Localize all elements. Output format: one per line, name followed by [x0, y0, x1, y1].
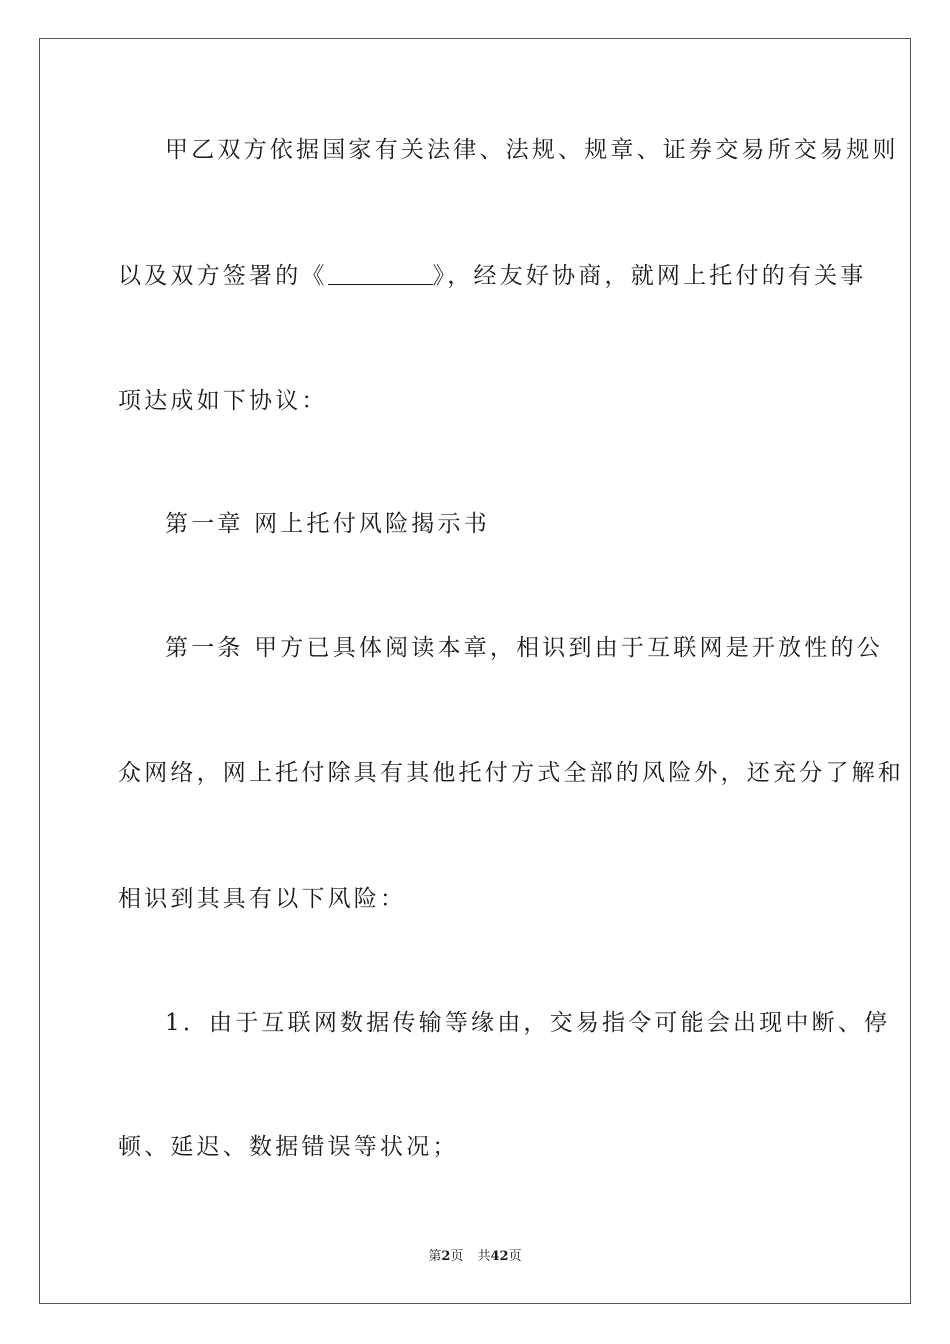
- text-line: 项达成如下协议：: [118, 388, 328, 414]
- text-line: 甲乙双方依据国家有关法律、法规、规章、证券交易所交易规则: [165, 137, 899, 163]
- footer-total-suffix: 页: [508, 1249, 522, 1264]
- text-fragment: 》，经友好协商，就网上托付的有关事: [432, 263, 867, 289]
- fill-in-blank: [328, 264, 433, 285]
- text-line: 1．由于互联网数据传输等缘由，交易指令可能会出现中断、停: [165, 1010, 891, 1036]
- page-border: [39, 38, 911, 1304]
- page-footer: [0, 1248, 950, 1266]
- chapter-heading: 第一章 网上托付风险揭示书: [165, 511, 490, 537]
- text-line: 相识到其具有以下风险：: [118, 886, 407, 912]
- footer-page-suffix: 页: [450, 1249, 464, 1264]
- text-line-with-blank: [118, 262, 867, 290]
- text-line: 众网络，网上托付除具有其他托付方式全部的风险外，还充分了解和: [118, 760, 904, 786]
- text-line: 第一条 甲方已具体阅读本章，相识到由于互联网是开放性的公: [165, 635, 883, 661]
- footer-total-pages: 42: [490, 1249, 509, 1264]
- footer-total-prefix: 共: [477, 1249, 491, 1264]
- footer-page-number: 2: [441, 1249, 451, 1264]
- text-line: 顿、延迟、数据错误等状况；: [118, 1134, 459, 1160]
- footer-page-prefix: 第: [428, 1249, 442, 1264]
- text-fragment: 以及双方签署的《: [118, 263, 328, 289]
